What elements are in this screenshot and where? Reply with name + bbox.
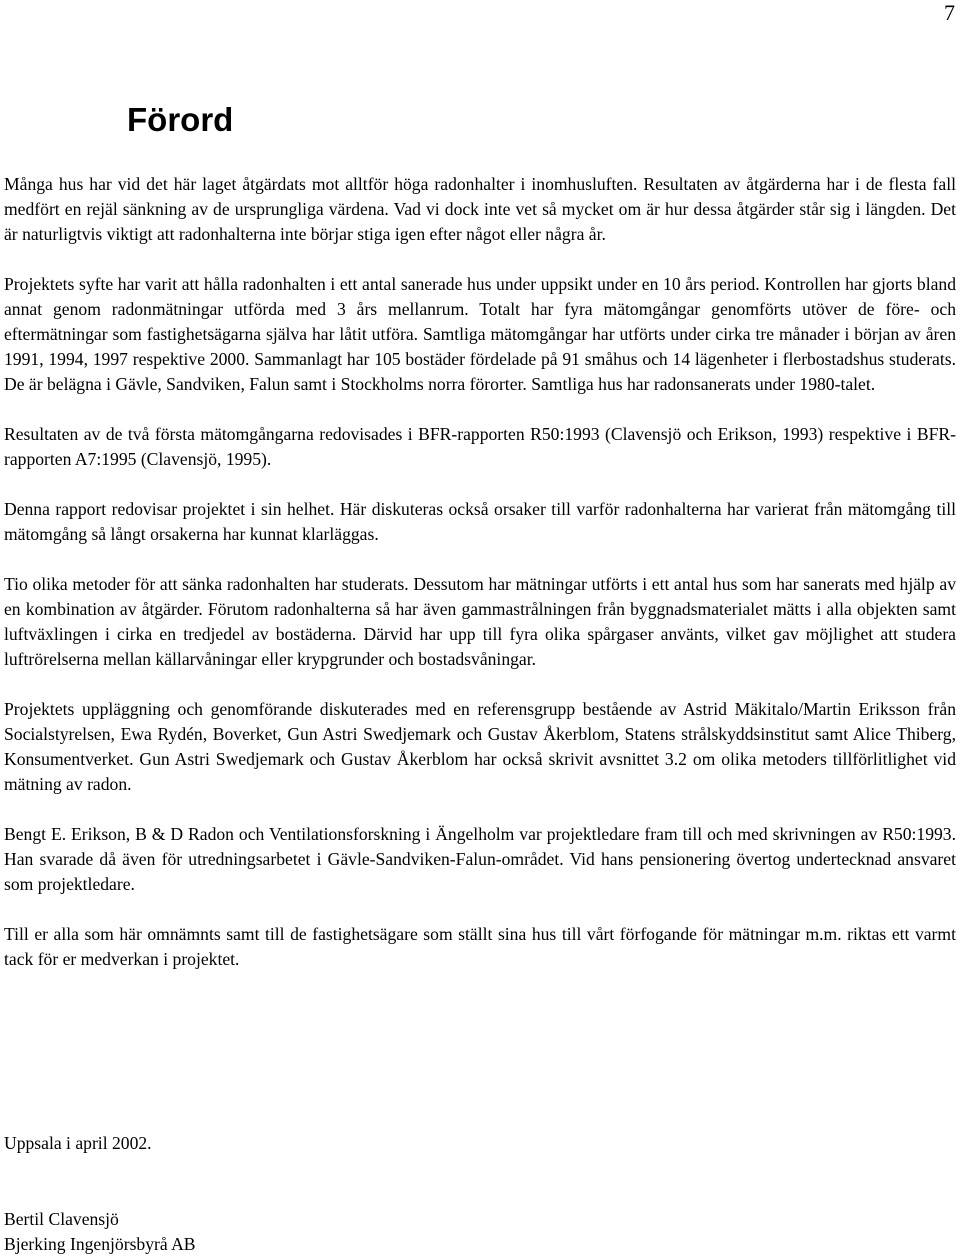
page-title: Förord xyxy=(127,101,234,138)
paragraph-reference-group: Projektets uppläggning och genomförande diskuterades med en referensgrupp bestående av Astrid Mäkitalo/Martin Eriksson från Socialstyrelsen, Ewa Rydén, Boverket, Gun Astri Swedjemark och Gustav Åkerblom, Statens strålskyddsinstitut samt Alice Thiberg, Konsumentverket. Gun Astri Swedjemark och Gustav Åkerblom har också skrivit avsnittet 3.2 om olika metoders tillförlitlighet vid mätning av radon. xyxy=(4,699,956,794)
paragraph-methods: Tio olika metoder för att sänka radonhalten har studerats. Dessutom har mätningar utförts i ett antal hus som har sanerats med hjälp av en kombination av åtgärder. Förutom radonhalterna så har även gammastrålningen från byggnadsmaterialet mätts i alla objekten samt luftväxlingen i cirka en tredjedel av bostäderna. Därvid har upp till fyra olika spårgaser använts, vilket gav möjlighet att studera luftrörelserna mellan källarvåningar eller krypgrunder och bostadsvåningar. xyxy=(4,574,956,669)
preface-body xyxy=(4,172,956,997)
signature-block xyxy=(4,1207,196,1257)
paragraph-acknowledgement: Till er alla som här omnämnts samt till de fastighetsägare som ställt sina hus till vårt förfogande för mätningar m.m. riktas ett varmt tack för er medverkan i projektet. xyxy=(4,924,956,969)
author-company: Bjerking Ingenjörsbyrå AB xyxy=(4,1234,196,1254)
author-name: Bertil Clavensjö xyxy=(4,1209,119,1229)
paragraph-intro: Många hus har vid det här laget åtgärdats mot alltför höga radonhalter i inomhusluften. Resultaten av åtgärderna har i de flesta fall medfört en rejäl sänkning av de ursprungliga värdena. Vad vi dock inte vet så mycket om är hur dessa åtgärder står sig i längden. Det är naturligtvis viktigt att radonhalterna inte börjar stiga igen efter något eller några år. xyxy=(4,174,956,244)
page-number: 7 xyxy=(944,0,955,25)
paragraph-project-purpose: Projektets syfte har varit att hålla radonhalten i ett antal sanerade hus under uppsikt under en 10 års period. Kontrollen har gjorts bland annat genom radonmätningar utförda med 3 års mellanrum. Totalt har fyra mätomgångar genomförts utöver de före- och eftermätningar som fastighetsägarna själva har låtit utföra. Samtliga mätomgångar har utförts under cirka tre månader i början av åren 1991, 1994, 1997 respektive 2000. Sammanlagt har 105 bostäder fördelade på 91 småhus och 14 lägenheter i flerbostadshus studerats. De är belägna i Gävle, Sandviken, Falun samt i Stockholms norra förorter. Samtliga hus har radonsanerats under 1980-talet. xyxy=(4,274,956,394)
place-date: Uppsala i april 2002. xyxy=(4,1133,152,1153)
paragraph-report-scope: Denna rapport redovisar projektet i sin helhet. Här diskuteras också orsaker till varför radonhalterna har varierat från mätomgång till mätomgång så långt orsakerna har kunnat klarläggas. xyxy=(4,499,956,544)
paragraph-earlier-reports: Resultaten av de två första mätomgångarna redovisades i BFR-rapporten R50:1993 (Clavensjö och Erikson, 1993) respektive i BFR-rapporten A7:1995 (Clavensjö, 1995). xyxy=(4,424,956,469)
paragraph-project-leader: Bengt E. Erikson, B & D Radon och Ventilationsforskning i Ängelholm var projektledare fram till och med skrivningen av R50:1993. Han svarade då även för utredningsarbetet i Gävle-Sandviken-Falun-området. Vid hans pensionering övertog undertecknad ansvaret som projektledare. xyxy=(4,824,956,894)
